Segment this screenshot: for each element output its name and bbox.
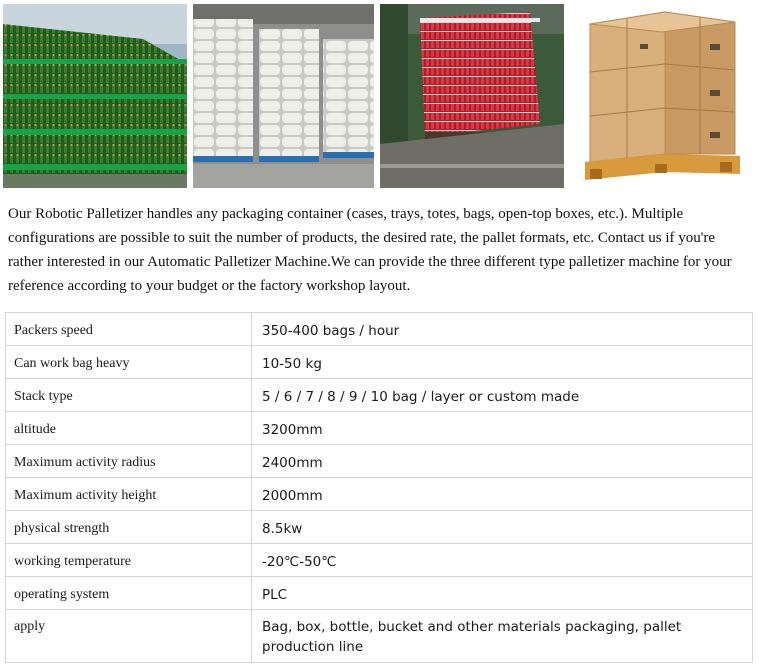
- spec-value: 2000mm: [252, 478, 753, 511]
- spec-label: Can work bag heavy: [6, 346, 252, 379]
- table-row: [6, 544, 753, 577]
- table-row: [6, 445, 753, 478]
- table-row: [6, 313, 753, 346]
- spec-value: 2400mm: [252, 445, 753, 478]
- spec-value: 3200mm: [252, 412, 753, 445]
- table-row: [6, 478, 753, 511]
- spec-label: Maximum activity height: [6, 478, 252, 511]
- spec-label: Stack type: [6, 379, 252, 412]
- photo-can-pallet: [380, 4, 564, 188]
- spec-value: 5 / 6 / 7 / 8 / 9 / 10 bag / layer or custom made: [252, 379, 753, 412]
- photo-bottle-crates: [3, 4, 187, 188]
- spec-value: Bag, box, bottle, bucket and other materials packaging, pallet production line: [252, 610, 753, 663]
- spec-value: 10-50 kg: [252, 346, 753, 379]
- spec-label: altitude: [6, 412, 252, 445]
- spec-value: -20℃-50℃: [252, 544, 753, 577]
- spec-label: operating system: [6, 577, 252, 610]
- table-row: [6, 379, 753, 412]
- table-row: [6, 346, 753, 379]
- spec-value: 350-400 bags / hour: [252, 313, 753, 346]
- photo-bag-stacks: [193, 4, 374, 188]
- intro-paragraph: Our Robotic Palletizer handles any packaging container (cases, trays, totes, bags, open-top boxes, etc.). Multiple configurations are possible to suit the number of products, the desired rate, the pallet formats, etc. Contact us if you're rather interested in our Automatic Palletizer Machine.We can provide the three different type palletizer machine for your reference according to your budget or the factory workshop layout.: [8, 206, 732, 294]
- spec-table: [5, 312, 753, 663]
- table-row: [6, 610, 753, 663]
- product-photo-strip: [3, 4, 756, 188]
- spec-label: Maximum activity radius: [6, 445, 252, 478]
- spec-label: Packers speed: [6, 313, 252, 346]
- spec-value: 8.5kw: [252, 511, 753, 544]
- spec-label: apply: [6, 610, 252, 663]
- table-row: [6, 577, 753, 610]
- spec-label: working temperature: [6, 544, 252, 577]
- photo-box-pallet: [570, 4, 754, 188]
- table-row: [6, 511, 753, 544]
- spec-label: physical strength: [6, 511, 252, 544]
- spec-value: PLC: [252, 577, 753, 610]
- table-row: [6, 412, 753, 445]
